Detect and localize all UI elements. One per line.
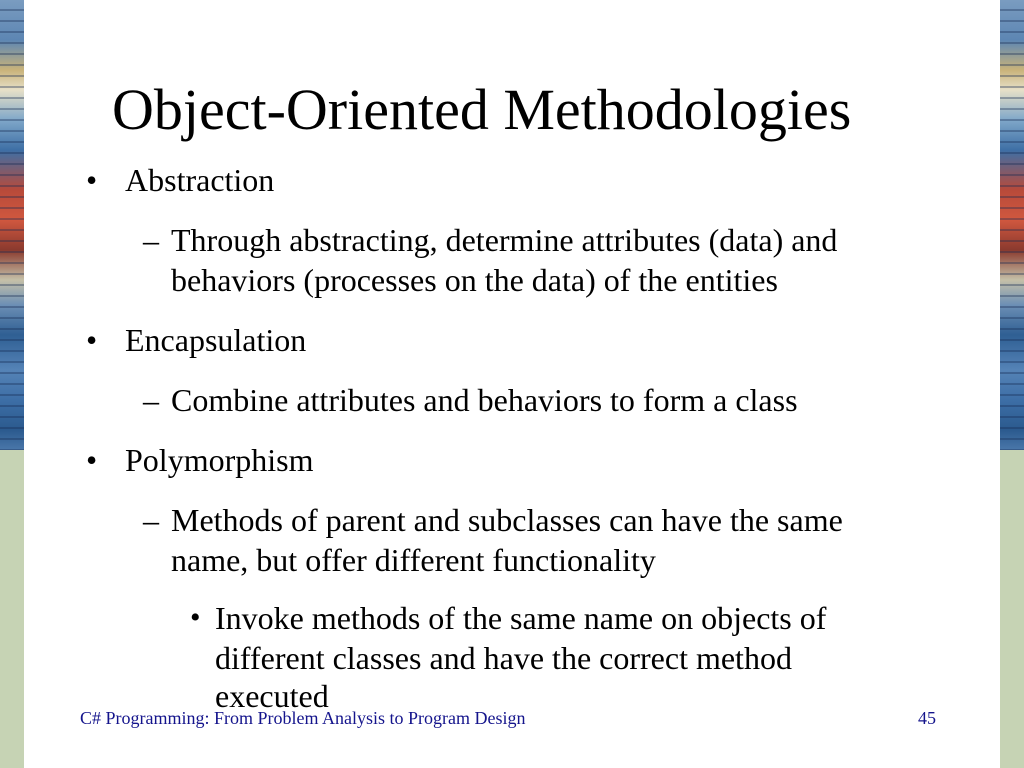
bullet-encapsulation: Encapsulation (125, 322, 307, 358)
bullet-icon: • (86, 442, 98, 478)
sub-bullet-line: behaviors (processes on the data) of the entities (171, 262, 778, 298)
sub-bullet-line: name, but offer different functionality (171, 542, 656, 578)
dash-icon: – (143, 382, 159, 418)
bullet-icon: • (86, 162, 98, 198)
slide-number: 45 (918, 708, 936, 728)
bullet-icon: • (190, 601, 201, 634)
sub-bullet-line: Combine attributes and behaviors to form a class (171, 382, 798, 418)
slide-title: Object-Oriented Methodologies (112, 77, 852, 142)
dash-icon: – (143, 502, 159, 538)
bullet-abstraction: Abstraction (125, 162, 275, 198)
sub-bullet-line: Through abstracting, determine attributes (data) and (171, 222, 838, 258)
sub-sub-bullet-line: executed (215, 678, 329, 714)
sub-sub-bullet-line: Invoke methods of the same name on objects of (215, 600, 827, 636)
sub-bullet-line: Methods of parent and subclasses can have the same (171, 502, 843, 538)
sub-sub-bullet-line: different classes and have the correct method (215, 640, 792, 676)
bullet-icon: • (86, 322, 98, 358)
bullet-polymorphism: Polymorphism (125, 442, 314, 478)
footer-course-title: C# Programming: From Problem Analysis to Program Design (80, 708, 526, 728)
dash-icon: – (143, 222, 159, 258)
